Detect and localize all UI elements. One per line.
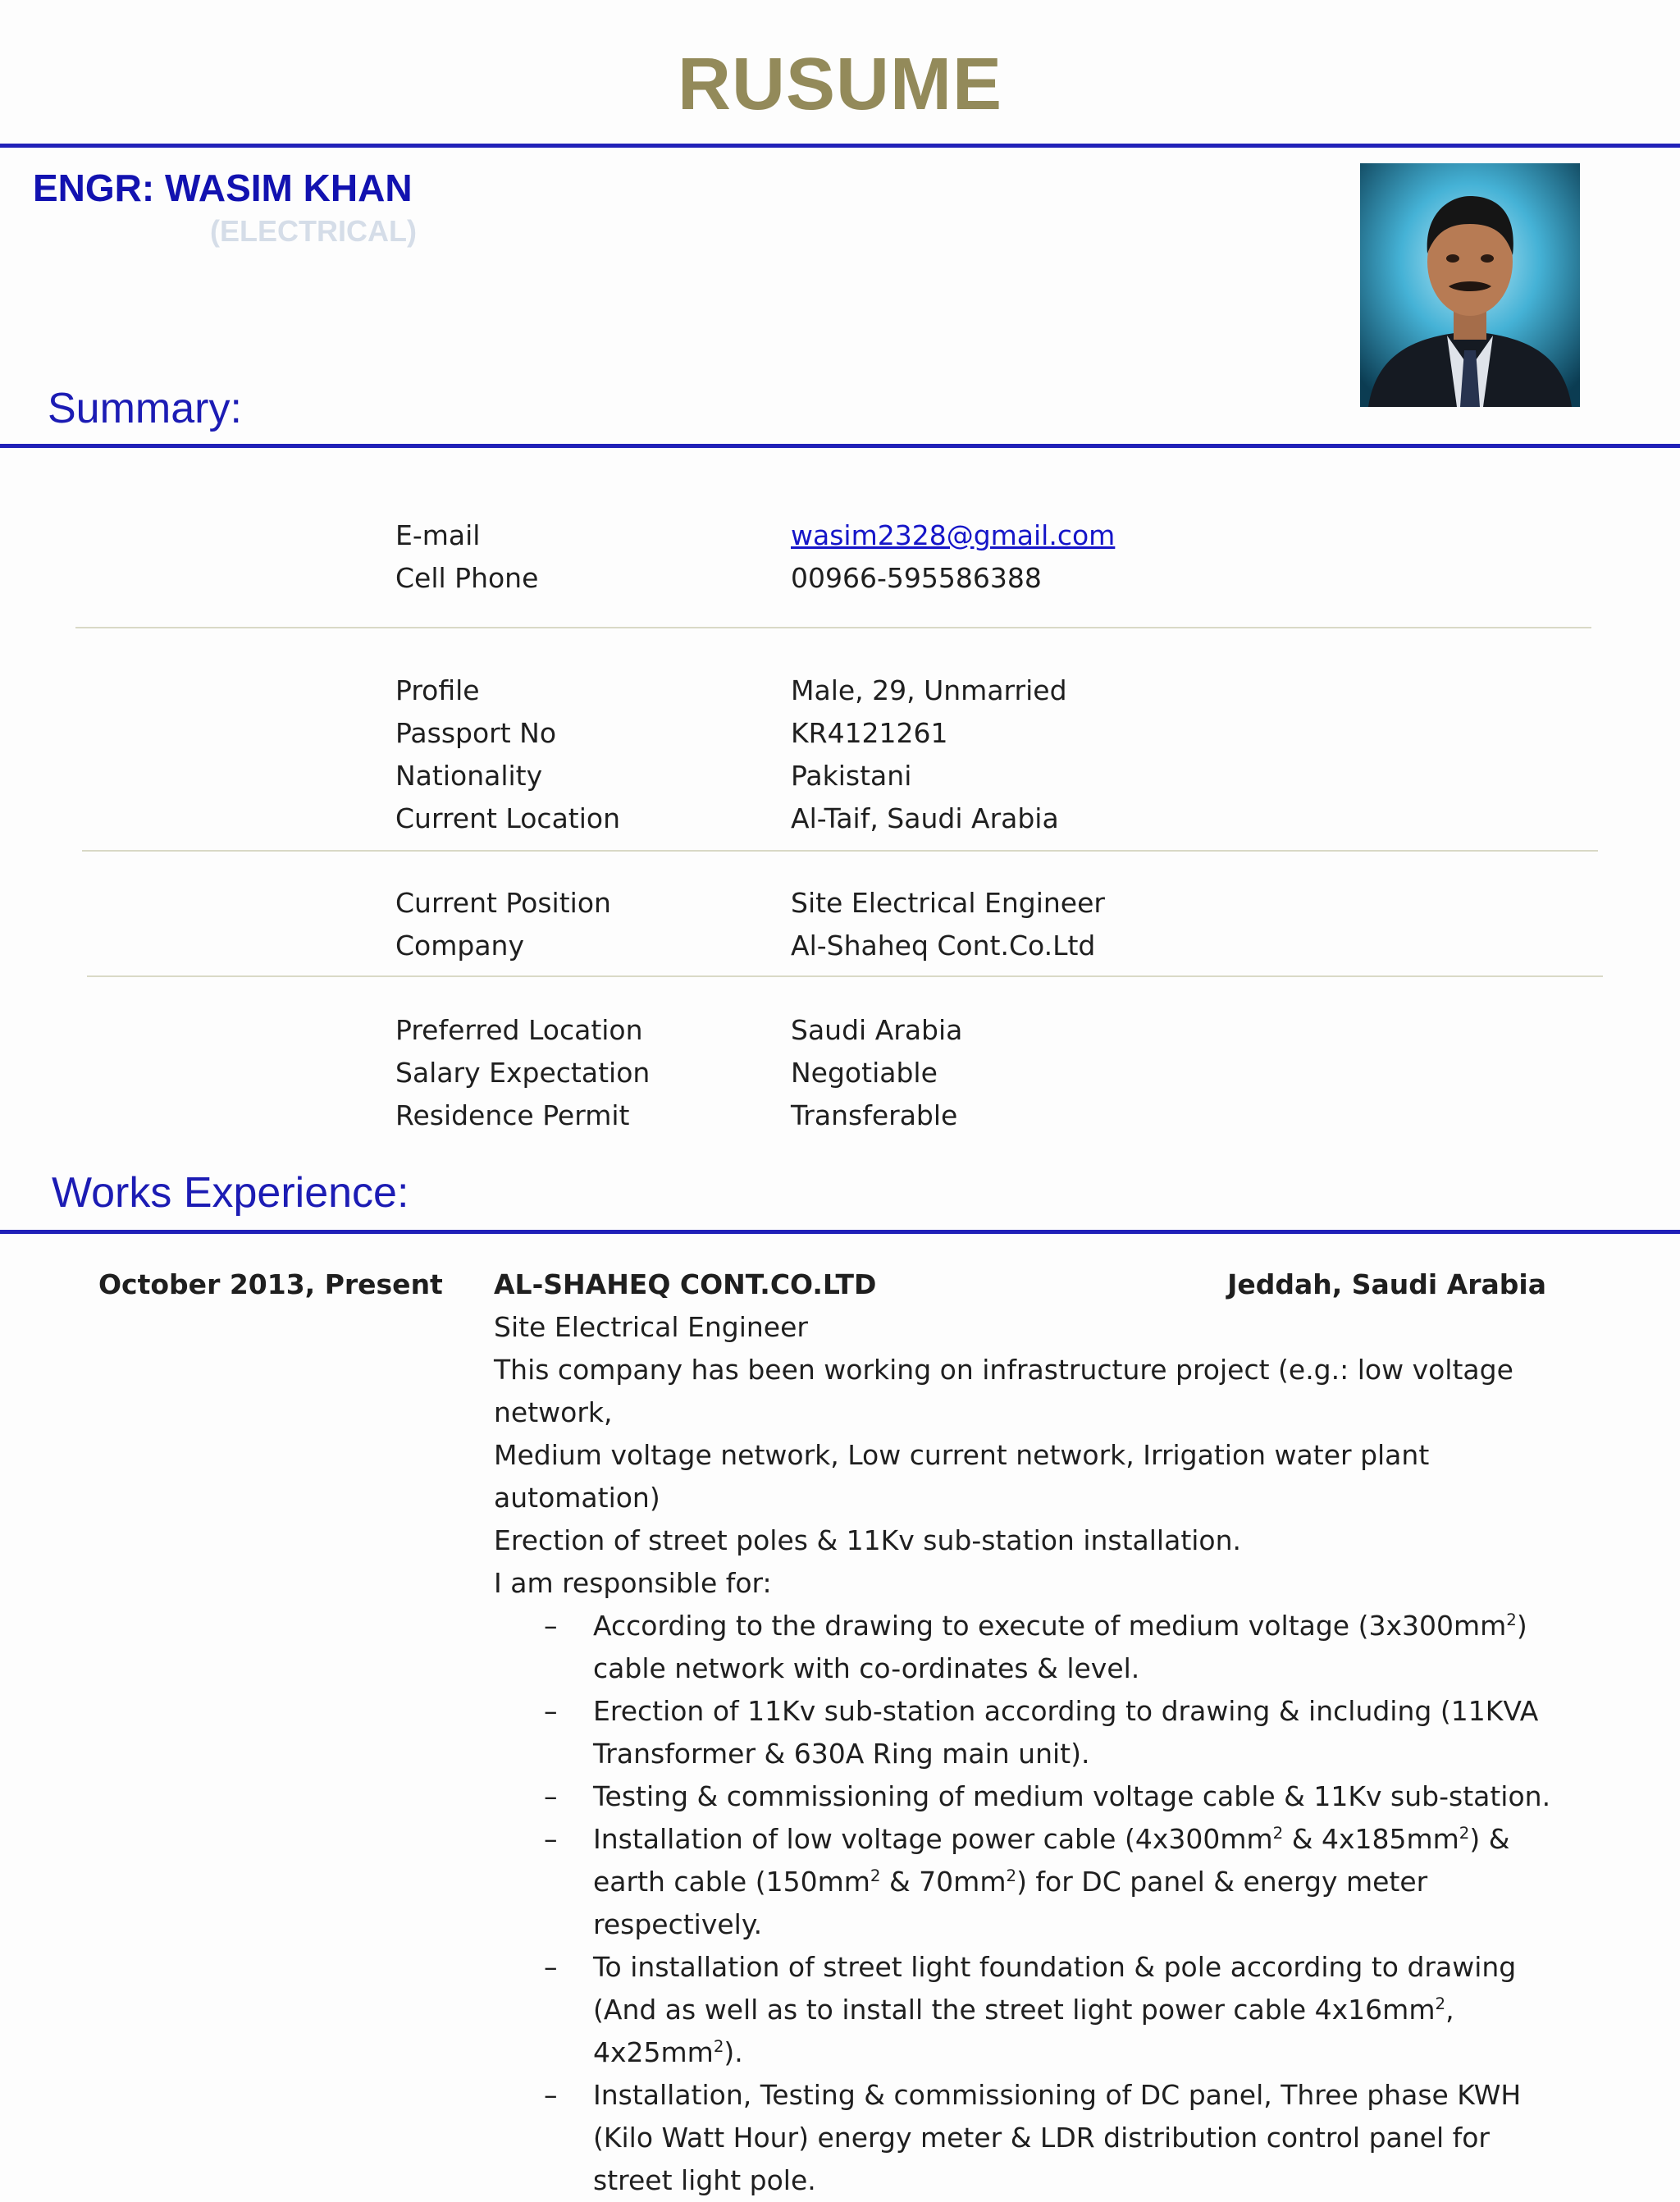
title-rule bbox=[0, 144, 1680, 148]
candidate-discipline: (ELECTRICAL) bbox=[210, 214, 417, 248]
responsibility-text: To installation of street light foundation & pole according to drawing (And as well as to install the street light power cable $4x16mm^2$, $4x25mm^2$). bbox=[593, 1951, 1517, 2068]
field-label: Company bbox=[395, 930, 524, 962]
field-value: Transferable bbox=[791, 1099, 958, 1131]
description-line: This company has been working on infrastructure project (e.g.: low voltage network, bbox=[494, 1354, 1513, 1428]
bullet-dash: – bbox=[544, 1695, 558, 1727]
field-label: Current Location bbox=[395, 802, 621, 834]
field-label: Passport No bbox=[395, 717, 557, 749]
field-label: Current Position bbox=[395, 887, 611, 919]
field-value: Saudi Arabia bbox=[791, 1014, 963, 1046]
responsibility-text: Installation, Testing & commissioning of DC panel, Three phase KWH (Kilo Watt Hour) energy meter & LDR distribution control panel for street light pole. bbox=[593, 2079, 1522, 2196]
document-title: RUSUME bbox=[677, 43, 1002, 126]
experience-heading: Works Experience: bbox=[52, 1169, 409, 1217]
bullet-dash: – bbox=[544, 1610, 558, 1642]
description-line: Erection of street poles & 11Kv sub-station installation. bbox=[494, 1524, 1242, 1556]
responsibility-item bbox=[544, 1818, 1577, 1946]
experience-company: AL-SHAHEQ CONT.CO.LTD bbox=[494, 1268, 877, 1300]
description-line: Medium voltage network, Low current network, Irrigation water plant automation) bbox=[494, 1439, 1430, 1514]
responsibility-item bbox=[544, 1605, 1577, 1690]
experience-location: Jeddah, Saudi Arabia bbox=[1227, 1268, 1546, 1300]
responsibility-item bbox=[544, 1946, 1577, 2074]
email-link[interactable]: wasim2328@gmail.com bbox=[791, 519, 1116, 551]
separator bbox=[87, 975, 1603, 977]
field-label: Residence Permit bbox=[395, 1099, 630, 1131]
field-label: Preferred Location bbox=[395, 1014, 643, 1046]
field-value: Al-Taif, Saudi Arabia bbox=[791, 802, 1059, 834]
field-value: Negotiable bbox=[791, 1057, 938, 1089]
field-value: KR4121261 bbox=[791, 717, 948, 749]
responsibility-item bbox=[544, 1775, 1577, 1818]
separator bbox=[75, 627, 1591, 628]
responsibility-item bbox=[544, 2074, 1577, 2202]
bullet-dash: – bbox=[544, 1780, 558, 1812]
responsibilities-list bbox=[494, 1605, 1577, 2202]
field-value: 00966-595586388 bbox=[791, 562, 1042, 594]
summary-rule bbox=[0, 444, 1680, 448]
candidate-name: ENGR: WASIM KHAN bbox=[33, 167, 413, 209]
responsibility-text: Erection of 11Kv sub-station according to drawing & including (11KVA Transformer & 630A Ring main unit). bbox=[593, 1695, 1539, 1770]
field-label: E-mail bbox=[395, 519, 481, 551]
responsibilities-intro: I am responsible for: bbox=[494, 1567, 772, 1599]
bullet-dash: – bbox=[544, 1823, 558, 1855]
field-label: Profile bbox=[395, 674, 480, 706]
field-label: Salary Expectation bbox=[395, 1057, 651, 1089]
experience-role: Site Electrical Engineer bbox=[494, 1311, 808, 1343]
responsibility-text: Installation of low voltage power cable ($4x300mm^2$ & $4x185mm^2$) & earth cable ($150mm^2$ & $70mm^2$) for DC panel & energy meter respectively. bbox=[593, 1823, 1510, 1940]
responsibility-text: According to the drawing to execute of medium voltage $(3x300mm^2)$ cable network with co-ordinates & level. bbox=[593, 1610, 1527, 1684]
field-value: Site Electrical Engineer bbox=[791, 887, 1105, 919]
experience-period: October 2013, Present bbox=[98, 1268, 443, 1300]
experience-rule bbox=[0, 1230, 1680, 1234]
separator bbox=[82, 850, 1598, 852]
experience-details bbox=[494, 1306, 1577, 2202]
field-value: Al-Shaheq Cont.Co.Ltd bbox=[791, 930, 1096, 962]
bullet-dash: – bbox=[544, 1951, 558, 1983]
responsibility-item bbox=[544, 1690, 1577, 1775]
field-value: Pakistani bbox=[791, 760, 912, 792]
summary-heading: Summary: bbox=[48, 385, 242, 432]
responsibility-text: Testing & commissioning of medium voltage cable & 11Kv sub-station. bbox=[593, 1780, 1551, 1812]
bullet-dash: – bbox=[544, 2079, 558, 2111]
field-label: Nationality bbox=[395, 760, 543, 792]
field-value: Male, 29, Unmarried bbox=[791, 674, 1067, 706]
field-label: Cell Phone bbox=[395, 562, 539, 594]
profile-photo bbox=[1360, 163, 1580, 407]
